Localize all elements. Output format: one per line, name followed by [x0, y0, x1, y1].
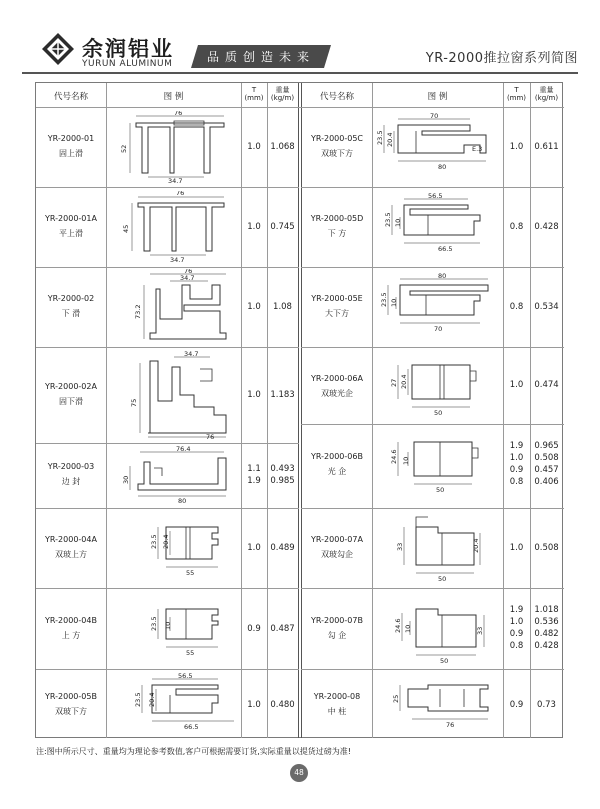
svg-text:20.4: 20.4	[472, 538, 480, 553]
profile-drawing	[376, 595, 502, 665]
thickness-value: 1.0	[247, 700, 261, 710]
svg-text:34.7: 34.7	[184, 351, 199, 358]
svg-text:80: 80	[178, 497, 187, 505]
svg-text:34.7: 34.7	[180, 274, 195, 282]
profile-drawing	[376, 513, 502, 585]
weight-value: 1.183	[270, 390, 295, 400]
col-header-t: T (mm)	[244, 86, 264, 102]
profile-drawing	[376, 113, 502, 183]
profile-code-cell: YR-2000-06A 双玻光企	[311, 374, 363, 398]
profile-code-cell: YR-2000-05C 双玻下方	[310, 134, 364, 158]
weight-value: 1.018 0.536 0.482 0.428	[534, 605, 559, 651]
profile-code-cell: YR-2000-05D 下 方	[310, 214, 364, 238]
svg-text:76: 76	[446, 721, 455, 729]
profile-drawing	[114, 269, 234, 345]
svg-text:23.5: 23.5	[150, 534, 158, 549]
col-header-weight: 重量 (kg/m)	[270, 86, 295, 102]
svg-text:76: 76	[176, 191, 185, 197]
svg-text:10: 10	[402, 456, 410, 465]
col-header-figure: 图 例	[163, 92, 184, 102]
profile-code-cell: YR-2000-01 固上滑	[47, 134, 95, 158]
svg-text:23.5: 23.5	[380, 292, 388, 307]
weight-value: 0.493 0.985	[270, 464, 295, 486]
profile-drawing	[376, 353, 502, 421]
profile-code-cell: YR-2000-04A 双玻上方	[45, 535, 97, 559]
svg-text:70: 70	[434, 325, 443, 333]
profile-code-cell: YR-2000-07A 双玻勾企	[311, 535, 363, 559]
weight-value: 0.428	[534, 222, 559, 232]
weight-value: 0.534	[534, 302, 559, 312]
svg-text:50: 50	[440, 657, 449, 665]
svg-text:45: 45	[122, 224, 130, 233]
svg-text:27: 27	[390, 378, 398, 387]
series-title: YR-2000推拉窗系列简图	[425, 51, 578, 66]
profile-drawing	[114, 351, 234, 441]
svg-text:52: 52	[120, 144, 128, 153]
col-header-figure: 图 例	[427, 92, 448, 102]
profile-table	[35, 82, 563, 738]
weight-value: 0.73	[537, 700, 556, 710]
svg-text:24.6: 24.6	[394, 618, 402, 633]
thickness-value: 1.9 1.0 0.9 0.8	[509, 605, 524, 651]
svg-text:E.3: E.3	[472, 145, 483, 153]
weight-value: 1.08	[273, 302, 292, 312]
svg-text:20.4: 20.4	[162, 534, 170, 549]
thickness-value: 1.0	[247, 390, 261, 400]
profile-code-cell: YR-2000-01A 平上滑	[45, 214, 97, 238]
weight-value: 0.474	[534, 380, 559, 390]
profile-code-cell: YR-2000-05B 双玻下方	[45, 692, 97, 716]
profile-drawing	[376, 673, 502, 737]
svg-text:23.5: 23.5	[150, 616, 158, 631]
svg-text:34.7: 34.7	[170, 256, 185, 263]
svg-text:34.7: 34.7	[168, 177, 183, 183]
profile-code-cell: YR-2000-07B 勾 企	[311, 616, 363, 640]
profile-drawing	[114, 446, 236, 506]
profile-code-cell: YR-2000-05E 大下方	[311, 294, 363, 318]
profile-code-cell: YR-2000-04B 上 方	[45, 616, 97, 640]
svg-text:76.4: 76.4	[176, 446, 191, 453]
brand-name-cn: 余润铝业	[82, 37, 174, 61]
thickness-value: 1.0	[509, 380, 524, 390]
footer-note: 注:图中所示尺寸、重量均为理论参考数值,客户可根据需要订货,实际重量以提货过磅为准!	[36, 747, 351, 756]
thickness-value: 1.0	[247, 222, 261, 232]
svg-text:50: 50	[438, 575, 447, 583]
svg-text:75: 75	[130, 398, 138, 407]
svg-text:30: 30	[122, 475, 130, 484]
svg-text:56.5: 56.5	[178, 673, 193, 680]
svg-text:25: 25	[392, 694, 400, 703]
page-header	[0, 0, 600, 76]
svg-text:10: 10	[164, 621, 172, 630]
thickness-value: 1.0	[247, 302, 261, 312]
col-header-weight: 重量 (kg/m)	[534, 86, 559, 102]
svg-text:56.5: 56.5	[428, 193, 443, 200]
thickness-value: 1.0	[247, 142, 261, 152]
brand-name-en: YURUN ALUMINUM	[82, 59, 173, 69]
weight-value: 0.611	[534, 142, 559, 152]
svg-text:10: 10	[394, 218, 402, 227]
weight-value: 0.480	[270, 700, 295, 710]
svg-text:55: 55	[186, 649, 195, 657]
col-header-code: 代号名称	[319, 92, 354, 102]
profile-drawing	[376, 273, 502, 343]
svg-text:80: 80	[438, 163, 447, 171]
svg-text:66.5: 66.5	[438, 245, 453, 253]
thickness-value: 0.8	[509, 222, 524, 232]
thickness-value: 0.9	[509, 700, 524, 710]
svg-text:20.4: 20.4	[148, 692, 156, 707]
thickness-value: 1.0	[509, 142, 524, 152]
thickness-value: 1.0	[509, 543, 524, 553]
profile-drawing	[376, 430, 502, 502]
svg-text:20.4: 20.4	[400, 374, 408, 389]
svg-text:24.6: 24.6	[390, 449, 398, 464]
svg-text:80: 80	[438, 273, 447, 280]
profile-code-cell: YR-2000-02A 固下滑	[45, 382, 97, 406]
svg-text:10: 10	[404, 624, 412, 633]
profile-code-cell: YR-2000-02 下 滑	[47, 294, 95, 318]
svg-text:76: 76	[206, 433, 215, 441]
profile-drawing	[114, 111, 234, 183]
svg-text:73.2: 73.2	[134, 304, 142, 319]
svg-text:50: 50	[434, 409, 443, 417]
profile-drawing	[376, 193, 502, 263]
svg-text:66.5: 66.5	[184, 723, 199, 731]
svg-text:70: 70	[430, 113, 439, 120]
profile-code-cell: YR-2000-08 中 柱	[313, 692, 361, 716]
svg-text:23.5: 23.5	[376, 130, 384, 145]
profile-code-cell: YR-2000-06B 光 企	[311, 452, 363, 476]
weight-value: 1.068	[270, 142, 295, 152]
header-divider	[22, 72, 578, 74]
col-header-code: 代号名称	[53, 92, 88, 102]
profile-drawing	[114, 595, 234, 663]
col-header-t: T (mm)	[506, 86, 527, 102]
svg-text:50: 50	[436, 486, 445, 494]
svg-text:33: 33	[396, 542, 404, 551]
svg-text:55: 55	[186, 569, 195, 577]
thickness-value: 1.9 1.0 0.9 0.8	[509, 441, 524, 487]
svg-text:33: 33	[476, 626, 484, 635]
weight-value: 0.508	[534, 543, 559, 553]
svg-text:20.4: 20.4	[386, 132, 394, 147]
svg-text:76: 76	[184, 269, 193, 275]
yurun-logo-icon	[41, 32, 75, 66]
profile-drawing	[114, 673, 234, 737]
profile-code-cell: YR-2000-03 边 封	[47, 462, 95, 486]
thickness-value: 1.0	[247, 543, 261, 553]
svg-text:76: 76	[174, 111, 183, 117]
weight-value: 0.489	[270, 543, 295, 553]
weight-value: 0.965 0.508 0.457 0.406	[534, 441, 559, 487]
slogan-text: 品质创造未来	[206, 50, 315, 64]
thickness-value: 0.8	[509, 302, 524, 312]
svg-text:23.5: 23.5	[384, 212, 392, 227]
thickness-value: 1.1 1.9	[247, 464, 261, 486]
profile-drawing	[114, 191, 234, 263]
svg-text:23.5: 23.5	[134, 692, 142, 707]
svg-text:10: 10	[390, 298, 398, 307]
profile-drawing	[114, 515, 234, 583]
weight-value: 0.487	[270, 624, 295, 634]
weight-value: 0.745	[270, 222, 295, 232]
page-number: 48	[290, 764, 308, 782]
thickness-value: 0.9	[247, 624, 261, 634]
